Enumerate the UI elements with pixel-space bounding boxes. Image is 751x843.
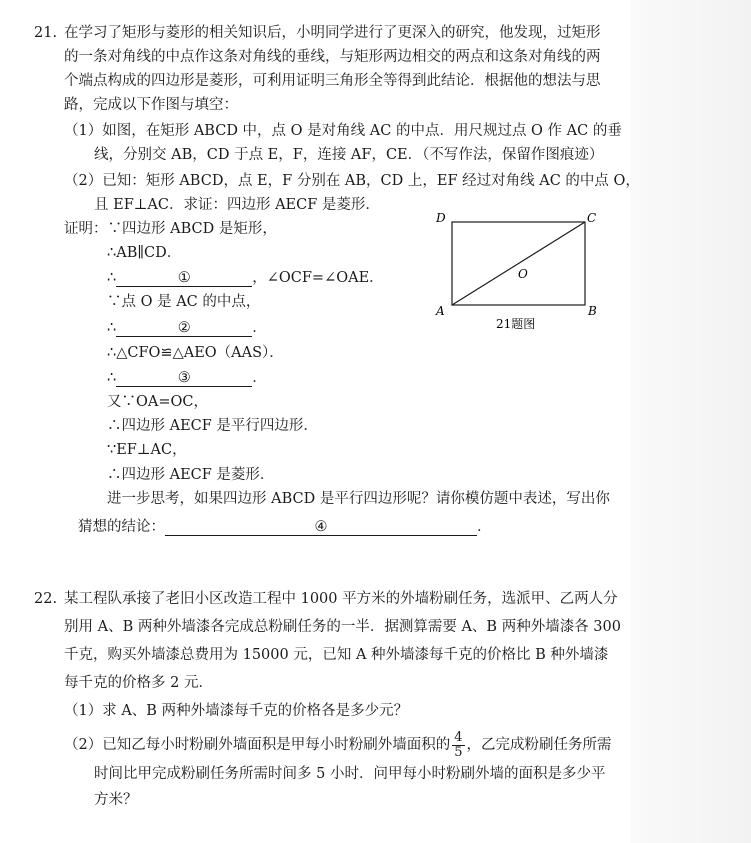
q22-number: 22.: [34, 591, 58, 607]
proof-line13: [78, 517, 492, 537]
therefore-symbol: ∴: [107, 320, 117, 336]
fraction-four-fifths: [452, 731, 464, 760]
proof-line11: ∴四边形 AECF 是菱形．: [107, 467, 275, 483]
midpoint-o-label: O: [518, 267, 528, 281]
fraction-numerator: 4: [454, 729, 463, 745]
proof-line12: 进一步思考，如果四边形 ABCD 是平行四边形呢？请你模仿题中表述，写出你: [107, 491, 610, 507]
q21-part2-line2: 且 EF⊥AC．求证：四边形 AECF 是菱形．: [94, 197, 380, 213]
q22-part2-post: ，乙完成粉刷任务所需: [466, 737, 612, 753]
proof-line13-tail: ．: [477, 519, 492, 535]
q22-intro-line2: 别用 A、B 两种外墙漆各完成总粉刷任务的一半．据测算需要 A、B 两种外墙漆各 300: [64, 619, 621, 635]
q22-intro-line3: 千克，购买外墙漆总费用为 15000 元，已知 A 种外墙漆每千克的价格比 B 种外墙漆: [64, 647, 609, 663]
page-edge-shadow: [630, 0, 751, 843]
proof-line10: ∵EF⊥AC，: [107, 442, 187, 458]
proof-line4: ∵点 O 是 AC 的中点，: [107, 294, 261, 310]
q22-part2-line3: 方米？: [94, 792, 138, 808]
answer-blank-1[interactable]: ①: [116, 268, 252, 287]
proof-line3-tail: ，∠OCF=∠OAE．: [252, 270, 384, 286]
conjecture-label: 猜想的结论：: [78, 519, 165, 535]
q22-part2-pre: （2）已知乙每小时粉刷外墙面积是甲每小时粉刷外墙面积的: [64, 737, 451, 753]
q21-part2-line1: （2）已知：矩形 ABCD，点 E，F 分别在 AB，CD 上，EF 经过对角线 AC 的中点 O，: [64, 173, 640, 189]
q21-number: 21.: [34, 25, 58, 41]
q21-intro-line2: 的一条对角线的中点作这条对角线的垂线，与矩形两边相交的两点和这条对角线的两: [64, 49, 601, 65]
q21-intro-line1: 在学习了矩形与菱形的相关知识后，小明同学进行了更深入的研究，他发现，过矩形: [64, 25, 601, 41]
q22-part2-line2: 时间比甲完成粉刷任务所需时间多 5 小时．问甲每小时粉刷外墙的面积是多少平: [94, 766, 606, 782]
q22-part2-line1: [64, 728, 612, 762]
answer-blank-3[interactable]: ③: [116, 368, 252, 387]
proof-line8: 又∵OA=OC，: [107, 394, 208, 410]
therefore-symbol: ∴: [107, 370, 117, 386]
proof-line5-tail: ．: [252, 320, 267, 336]
rectangle-figure: [430, 205, 610, 335]
therefore-symbol: ∴: [107, 270, 117, 286]
vertex-d-label: D: [436, 211, 446, 225]
proof-line3: [107, 268, 384, 288]
q21-part1-line1: （1）如图，在矩形 ABCD 中，点 O 是对角线 AC 的中点．用尺规过点 O 作 AC 的垂: [64, 123, 622, 139]
proof-line7: [107, 368, 267, 388]
vertex-c-label: C: [587, 211, 597, 225]
vertex-a-label: A: [436, 304, 445, 318]
q21-intro-line3: 个端点构成的四边形是菱形，可利用证明三角形全等得到此结论．根据他的想法与思: [64, 73, 601, 89]
vertex-b-label: B: [588, 304, 597, 318]
figure-caption: 21题图: [496, 317, 536, 331]
fraction-denominator: 5: [454, 744, 463, 760]
proof-line1: 证明：∵四边形 ABCD 是矩形，: [64, 221, 277, 237]
q22-part1: （1）求 A、B 两种外墙漆每千克的价格各是多少元？: [64, 703, 409, 719]
proof-line2: ∴AB∥CD．: [107, 245, 182, 261]
q22-intro-line1: 某工程队承接了老旧小区改造工程中 1000 平方米的外墙粉刷任务，选派甲、乙两人分: [64, 591, 618, 607]
answer-blank-2[interactable]: ②: [116, 318, 252, 337]
q21-intro-line4: 路，完成以下作图与填空：: [64, 97, 238, 113]
diagonal-ac: [452, 222, 585, 305]
proof-line5: [107, 318, 267, 338]
proof-line6: ∴△CFO≌△AEO（AAS）．: [107, 345, 284, 361]
answer-blank-4[interactable]: ④: [165, 517, 477, 536]
q22-intro-line4: 每千克的价格多 2 元．: [64, 675, 213, 691]
proof-line7-tail: ．: [252, 370, 267, 386]
q21-part1-line2: 线，分别交 AB，CD 于点 E，F，连接 AF，CE．（不写作法，保留作图痕迹）: [94, 147, 604, 163]
proof-line9: ∴四边形 AECF 是平行四边形．: [107, 418, 318, 434]
